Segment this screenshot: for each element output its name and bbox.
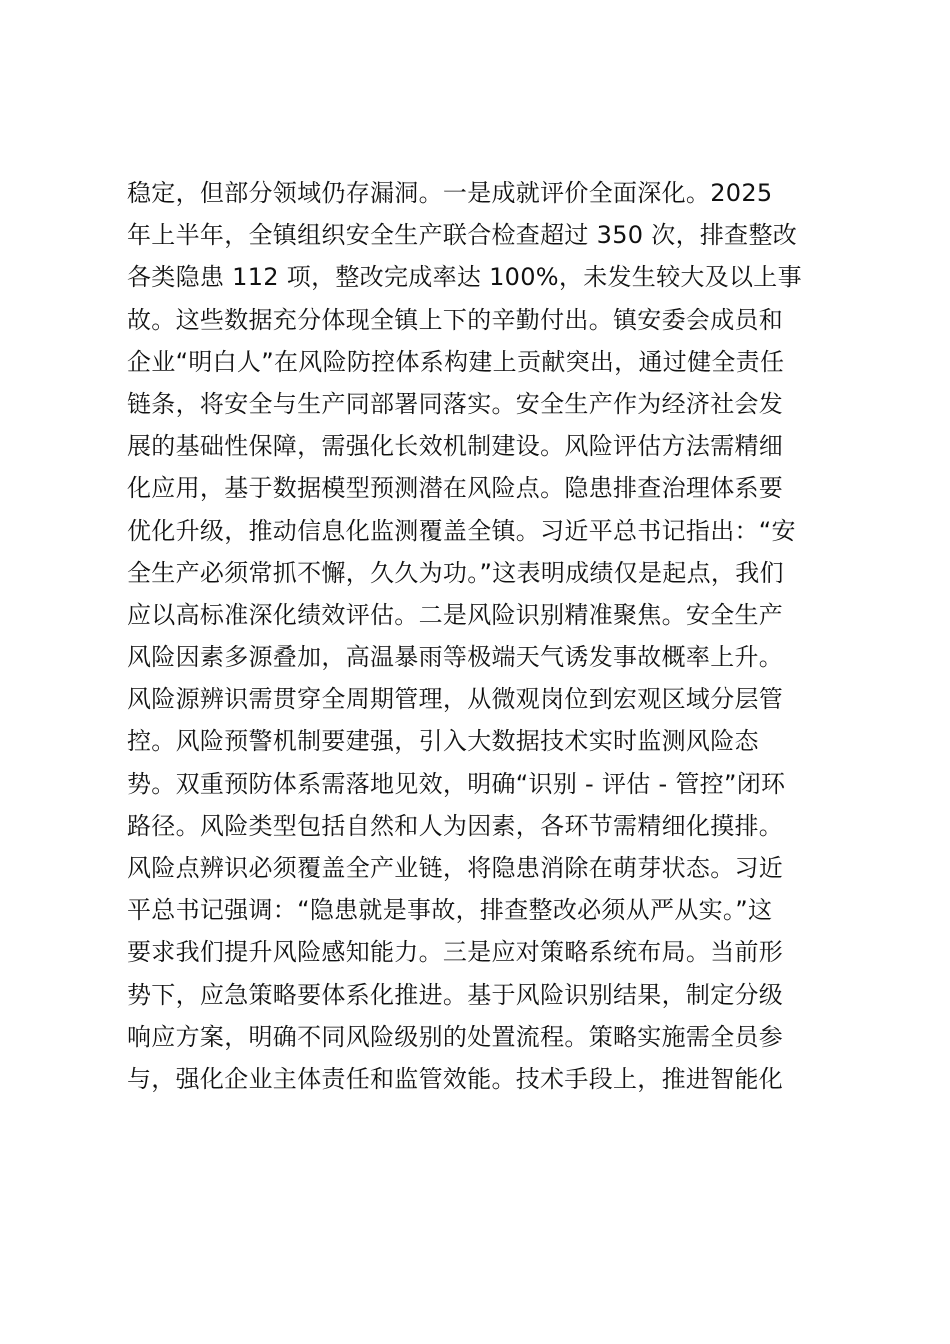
text-line: 年上半年，全镇组织安全生产联合检查超过 350 次，排查整改 (127, 221, 798, 250)
text-line: 应以高标准深化绩效评估。二是风险识别精准聚焦。安全生产 (127, 600, 784, 629)
text-line: 化应用，基于数据模型预测潜在风险点。隐患排查治理体系要 (127, 474, 784, 503)
text-line: 风险点辨识必须覆盖全产业链，将隐患消除在萌芽状态。习近 (127, 854, 784, 882)
text-line: 要求我们提升风险感知能力。三是应对策略系统布局。当前形 (127, 938, 784, 967)
text-line: 风险因素多源叠加，高温暴雨等极端天气诱发事故概率上升。 (127, 643, 784, 672)
text-line: 企业“明白人”在风险防控体系构建上贡献突出，通过健全责任 (127, 347, 785, 376)
text-line: 链条，将安全与生产同部署同落实。安全生产作为经济社会发 (127, 389, 784, 418)
text-line: 控。风险预警机制要建强，引入大数据技术实时监测风险态 (127, 727, 759, 756)
text-line: 平总书记强调：“隐患就是事故，排查整改必须从严从实。”这 (127, 896, 773, 925)
text-line: 全生产必须常抓不懈，久久为功。”这表明成绩仅是起点，我们 (127, 558, 784, 587)
text-line: 响应方案，明确不同风险级别的处置流程。策略实施需全员参 (127, 1022, 784, 1051)
text-line: 优化升级，推动信息化监测覆盖全镇。习近平总书记指出：“安 (127, 516, 796, 545)
text-line: 展的基础性保障，需强化长效机制建设。风险评估方法需精细 (127, 432, 784, 461)
text-line: 稳定，但部分领域仍存漏洞。一是成就评价全面深化。2025 (127, 179, 773, 207)
text-line: 势。双重预防体系需落地见效，明确“识别 - 评估 - 管控”闭环 (127, 769, 786, 798)
text-line: 与，强化企业主体责任和监管效能。技术手段上，推进智能化 (127, 1064, 784, 1093)
text-line: 势下，应急策略要体系化推进。基于风险识别结果，制定分级 (127, 980, 784, 1009)
text-line: 路径。风险类型包括自然和人为因素，各环节需精细化摸排。 (127, 811, 784, 840)
text-line: 各类隐患 112 项，整改完成率达 100%，未发生较大及以上事 (127, 263, 802, 292)
text-line: 故。这些数据充分体现全镇上下的辛勤付出。镇安委会成员和 (127, 305, 784, 334)
body-text (127, 172, 837, 1100)
text-line: 风险源辨识需贯穿全周期管理，从微观岗位到宏观区域分层管 (127, 685, 784, 714)
